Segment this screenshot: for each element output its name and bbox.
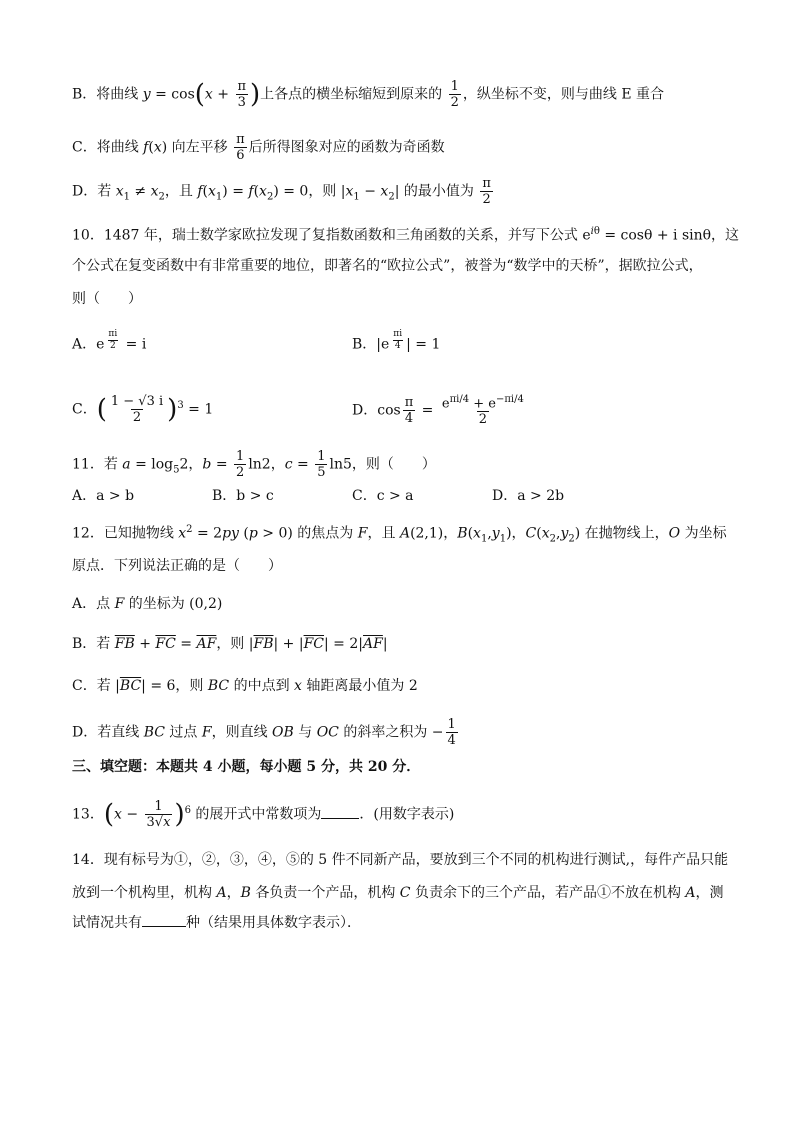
q12-line2: 原点．下列说法正确的是（ ） (72, 558, 282, 574)
q12-option-a: A．点 F 的坐标为 (0,2) (72, 596, 223, 612)
q10-line2: 个公式在复变函数中有非常重要的地位，即著名的“欧拉公式”，被誉为“数学中的天桥”，据欧拉公式， (72, 258, 703, 274)
q11-stem: 11．若 $a = \log_52$，b = $\frac{1}{2}$ ln2，c = $\frac{1}{5}$ ln5，则（ ） (72, 449, 436, 480)
q12-option-c: C．若 $|\overline{BC}| = 6$，则 BC 的中点到 x 轴距离最小值为 2 (72, 678, 418, 694)
q11-option-c: C．c > a (352, 488, 414, 504)
q10-line1: 10．1487 年，瑞士数学家欧拉发现了复指数函数和三角函数的关系，并写下公式 $e^{i\theta} = \cos\theta + i$ sinθ，这 (72, 226, 740, 244)
q11-option-b: B．b > c (212, 488, 274, 504)
q10-option-d: D．cos $\frac{\pi}{4}$ = $\frac{e^{\pi i/4} + e^{-\pi i/4}}{2}$ (352, 394, 524, 428)
q14-line2: 放到一个机构里，机构 A，B 各负责一个产品，机构 C 负责余下的三个产品，若产品①不放在机构 A，测 (72, 885, 724, 901)
q10-option-b: B．|e $^{\frac{\pi i}{4}}$ | = 1 (352, 329, 441, 353)
q12-option-b: B．若 $\overline{FB} + \overline{FC} = \overline{AF}$，则 $|\overline{FB}| + |\overline{FC}| = 2|\overline{AF}|$ (72, 636, 388, 652)
q13: 13．(x − $\frac{1}{3√x}$ )$^6$ 的展开式中常数项为 ．(用数字表示) (72, 799, 455, 830)
q10-option-c: C．( $\frac{1 - √3 i}{2}$ )$^3$ = 1 (72, 394, 214, 425)
q12-option-d: D．若直线 BC 过点 F，则直线 OB 与 OC 的斜率之积为 − $\frac{1}{4}$ (72, 717, 456, 748)
q11-option-a: A．a > b (72, 488, 135, 504)
q9-option-c: C．将曲线 f(x) 向左平移 $\frac{\pi}{6}$ 后所得图象对应的函数为奇函数 (72, 132, 445, 163)
q14-line1: 14．现有标号为①，②，③，④，⑤的 5 件不同新产品，要放到三个不同的机构进行测试,，每件产品只能 (72, 852, 729, 868)
q10-option-a: A．e $^{\frac{\pi i}{2}}$ = i (72, 329, 147, 353)
q9-option-b: B．将曲线 y = cos(x + $\frac{\pi}{3}$ )上各点的横坐标缩短到原来的 $\frac{1}{2}$ ，纵坐标不变，则与曲线 E 重合 (72, 79, 665, 110)
section-3-heading: 三、填空题：本题共 4 小题，每小题 5 分，共 20 分． (72, 759, 421, 775)
q10-line3: 则（ ） (72, 291, 142, 307)
q14-line3: 试情况共有 种（结果用具体数字表示）． (72, 915, 361, 931)
q11-option-d: D．a > 2b (492, 488, 565, 504)
q9-option-d: D．若 $x_1 \ne x_2$，且 $f(x_1) = f(x_2) = 0$，则 $|x_1 - x_2|$ 的最小值为 $\frac{\pi}{2}$ (72, 176, 491, 207)
q12-line1: 12．已知抛物线 $x^2 = 2py$ (p > 0) 的焦点为 F，且 A(2,1)，$B(x_1,y_1)$，$C(x_2,y_2)$ 在抛物线上，O 为坐标 (72, 524, 727, 545)
